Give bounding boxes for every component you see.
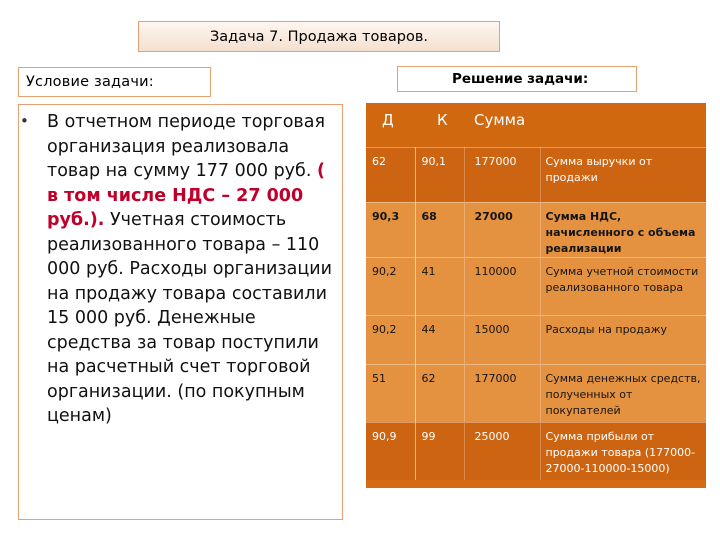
table-row xyxy=(366,147,706,202)
cell-credit: 99 xyxy=(415,422,464,480)
solution-table xyxy=(366,103,706,488)
cell-credit: 62 xyxy=(415,364,464,422)
cell-amount: 27000 xyxy=(464,202,540,257)
table-row xyxy=(366,364,706,422)
cell-amount: 177000 xyxy=(464,147,540,202)
bullet-icon: • xyxy=(20,112,29,130)
cell-debit: 51 xyxy=(366,364,415,422)
condition-label: Условие задачи: xyxy=(18,67,211,97)
cell-debit: 90,9 xyxy=(366,422,415,480)
cell-credit: 68 xyxy=(415,202,464,257)
cell-description: Расходы на продажу xyxy=(540,315,706,364)
cell-description: Сумма выручки от продажи xyxy=(540,147,706,202)
header-debit: Д xyxy=(366,103,415,147)
cell-description: Сумма учетной стоимости реализованного товара xyxy=(540,257,706,315)
cell-description: Сумма НДС, начисленного с объема реализации xyxy=(540,202,706,257)
cell-credit: 90,1 xyxy=(415,147,464,202)
task-text-after: Учетная стоимость реализованного товара – 110 000 руб. Расходы организации на продажу товара составили 15 000 руб. Денежные средства за товар поступили на расчетный счет торговой организации. (по покупным ценам) xyxy=(47,210,333,426)
header-description xyxy=(540,103,706,147)
header-amount: Сумма xyxy=(464,103,540,147)
cell-debit: 90,2 xyxy=(366,257,415,315)
cell-debit: 90,2 xyxy=(366,315,415,364)
cell-debit: 90,3 xyxy=(366,202,415,257)
cell-credit: 44 xyxy=(415,315,464,364)
cell-amount: 177000 xyxy=(464,364,540,422)
table-header-row xyxy=(366,103,706,147)
table-row xyxy=(366,315,706,364)
cell-credit: 41 xyxy=(415,257,464,315)
task-text-before: В отчетном периоде торговая организация реализовала товар на сумму 177 000 руб. xyxy=(47,112,325,181)
cell-amount: 110000 xyxy=(464,257,540,315)
table-row xyxy=(366,202,706,257)
table-row xyxy=(366,257,706,315)
table-row xyxy=(366,422,706,480)
solution-label: Решение задачи: xyxy=(397,66,637,92)
task-text-highlight: ( в том числе НДС – 27 000 руб.). xyxy=(47,161,325,230)
cell-amount: 25000 xyxy=(464,422,540,480)
header-credit: К xyxy=(415,103,464,147)
task-text xyxy=(47,110,339,429)
cell-debit: 62 xyxy=(366,147,415,202)
cell-description: Сумма денежных средств, полученных от покупателей xyxy=(540,364,706,422)
cell-description: Сумма прибыли от продажи товара (177000-27000-110000-15000) xyxy=(540,422,706,480)
cell-amount: 15000 xyxy=(464,315,540,364)
slide-title: Задача 7. Продажа товаров. xyxy=(138,21,500,52)
